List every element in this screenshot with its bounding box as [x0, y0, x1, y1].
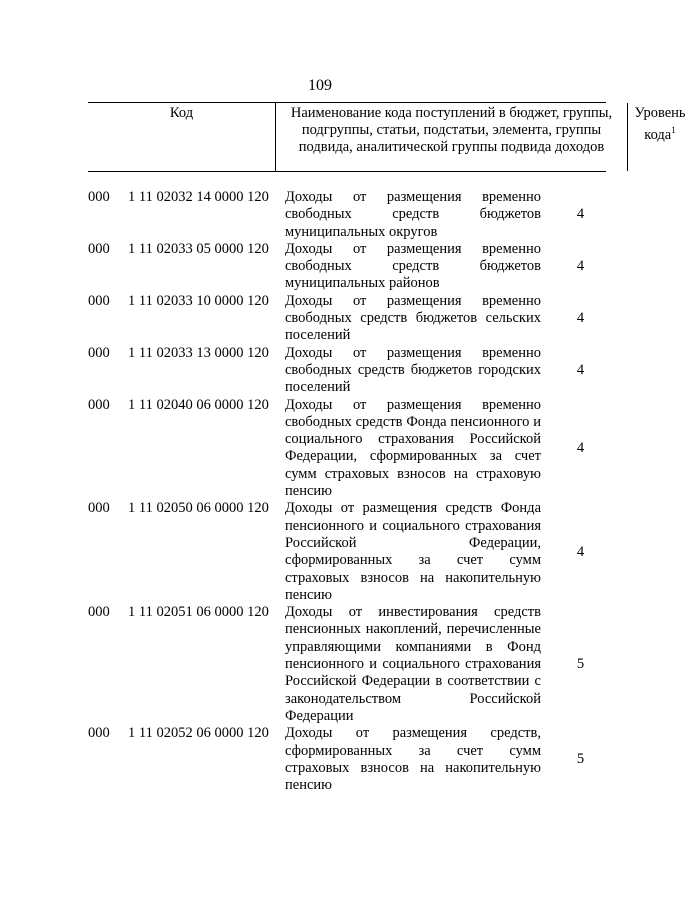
header-name: Наименование кода поступлений в бюджет, группы, подгруппы, статьи, подстатьи, элемента, группы подвида, аналитической группы подвида доходов: [276, 103, 628, 171]
admin-code: 000: [88, 604, 110, 621]
revenue-name: Доходы от размещения временно свободных средств бюджетов городских поселений: [285, 344, 541, 396]
code-level: 5: [576, 751, 585, 768]
revenue-code: 1 11 02052 06 0000 120: [128, 725, 269, 742]
revenue-code: 1 11 02040 06 0000 120: [128, 396, 269, 413]
admin-code: 000: [88, 240, 110, 257]
header-level: [628, 103, 692, 171]
table-row: [88, 345, 600, 397]
admin-code: 000: [88, 725, 110, 742]
table-row: [88, 604, 600, 725]
revenue-name: Доходы от размещения временно свободных средств бюджетов муниципальных районов: [285, 240, 541, 292]
revenue-name: Доходы от размещения средств Фонда пенсионного и социального страхования Российской Федерации, сформированных за счет сумм страховых взносов на накопительную пенсию: [285, 500, 541, 603]
admin-code: 000: [88, 292, 110, 309]
revenue-name: Доходы от размещения временно свободных средств бюджетов муниципальных округов: [285, 189, 541, 240]
page-number: 109: [308, 77, 332, 94]
code-level: 4: [576, 543, 585, 560]
code-level: 4: [576, 258, 585, 275]
code-level: 4: [576, 362, 585, 379]
admin-code: 000: [88, 396, 110, 413]
header-level-footnote: 1: [671, 125, 676, 135]
revenue-code: 1 11 02033 05 0000 120: [128, 240, 269, 257]
header-level-label: Уровень кода: [634, 105, 686, 143]
table-row: [88, 241, 600, 293]
header-code: Код: [88, 103, 276, 171]
revenue-code: 1 11 02050 06 0000 120: [128, 500, 269, 517]
table-body: [88, 189, 600, 794]
code-level: 4: [576, 439, 585, 456]
table-row: [88, 189, 600, 241]
code-level: 5: [576, 656, 585, 673]
table-header: [88, 102, 686, 172]
table-row: [88, 725, 600, 794]
admin-code: 000: [88, 344, 110, 361]
code-level: 4: [576, 310, 585, 327]
table-row: [88, 293, 600, 345]
revenue-code: 1 11 02033 10 0000 120: [128, 292, 269, 309]
table-row: [88, 397, 600, 501]
code-level: 4: [576, 206, 585, 223]
revenue-name: Доходы от размещения средств, сформированных за счет сумм страховых взносов на накопительную пенсию: [285, 725, 541, 794]
revenue-code: 1 11 02033 13 0000 120: [128, 344, 269, 361]
revenue-name: Доходы от размещения временно свободных средств бюджетов сельских поселений: [285, 292, 541, 344]
revenue-code: 1 11 02051 06 0000 120: [128, 604, 269, 621]
revenue-code: 1 11 02032 14 0000 120: [128, 189, 269, 205]
admin-code: 000: [88, 189, 110, 205]
revenue-name: Доходы от инвестирования средств пенсионных накоплений, перечисленные управляющими компаниями в Фонд пенсионного и социального страхования Российской Федерации в соответствии с законодательством Российской Федерации: [285, 604, 541, 724]
revenue-name: Доходы от размещения временно свободных средств Фонда пенсионного и социального страхования Российской Федерации, сформированных за счет сумм страховых взносов на страховую пенсию: [285, 396, 541, 500]
table-row: [88, 500, 600, 604]
admin-code: 000: [88, 500, 110, 517]
